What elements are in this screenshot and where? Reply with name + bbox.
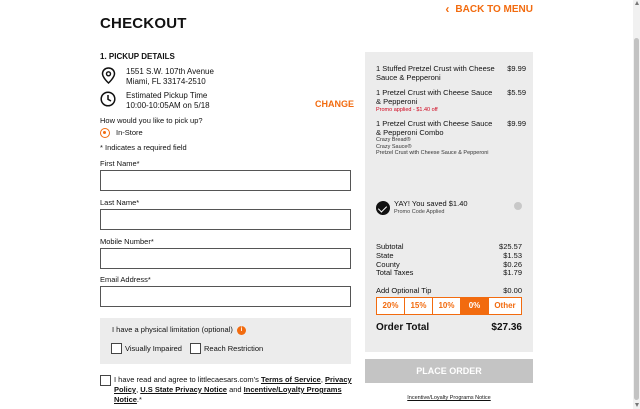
order-total-row [376, 322, 522, 333]
subtotal-row [376, 242, 522, 251]
address-line-2: Miami, FL 33174-2510 [126, 77, 206, 86]
agreement-separator: , [320, 375, 325, 384]
back-to-menu-label: BACK TO MENU [455, 3, 533, 15]
pickup-time-label: Estimated Pickup Time [126, 91, 208, 100]
visually-impaired-label[interactable]: Visually Impaired [125, 344, 182, 353]
incentive-loyalty-link[interactable]: Incentive/Loyalty Programs Notice [407, 395, 491, 401]
reach-restriction-checkbox[interactable] [190, 343, 201, 354]
savings-title: YAY! You saved $1.40 [394, 199, 468, 208]
scrollbar-thumb[interactable] [634, 38, 639, 400]
state-tax-label: State [376, 251, 394, 260]
tip-10-button[interactable]: 10% [432, 297, 461, 315]
state-tax-row [376, 251, 522, 260]
savings-message [394, 200, 468, 216]
tip-20-button[interactable]: 20% [376, 297, 405, 315]
tip-0-button[interactable]: 0% [460, 297, 489, 315]
combo-component: Crazy Bread® [376, 137, 411, 143]
agreement-suffix: .* [136, 395, 142, 404]
order-item [376, 88, 526, 115]
email-field[interactable] [100, 286, 351, 307]
pickup-time-value: 10:00-10:05AM on 5/18 [126, 101, 210, 110]
info-icon[interactable]: i [237, 326, 246, 335]
subtotal-label: Subtotal [376, 242, 404, 251]
page-title: CHECKOUT [100, 15, 187, 32]
first-name-field[interactable] [100, 170, 351, 191]
total-taxes-value: $1.79 [503, 268, 522, 277]
order-item-price: $5.59 [507, 88, 526, 97]
last-name-label: Last Name* [100, 198, 140, 207]
agreement-separator: and [226, 385, 244, 394]
change-pickup-button[interactable]: CHANGE [315, 99, 355, 109]
agree-terms-checkbox[interactable] [100, 375, 111, 386]
mobile-number-label: Mobile Number* [100, 237, 154, 246]
email-label: Email Address* [100, 275, 151, 284]
remove-promo-icon[interactable] [514, 202, 522, 210]
tip-label: Add Optional Tip [376, 286, 432, 295]
back-to-menu-link[interactable] [445, 2, 533, 16]
total-taxes-label: Total Taxes [376, 268, 414, 277]
order-item-price: $9.99 [507, 119, 526, 128]
privacy-policy-link[interactable]: Privacy Policy [114, 375, 352, 394]
promo-applied-note: Promo applied - $1.40 off [376, 107, 438, 113]
state-tax-value: $1.53 [503, 251, 522, 260]
state-privacy-notice-link[interactable]: U.S State Privacy Notice [140, 385, 227, 394]
combo-component: Crazy Sauce® [376, 143, 412, 150]
store-address [126, 67, 214, 87]
terms-of-service-link[interactable]: Terms of Service [260, 375, 321, 384]
check-circle-icon [376, 201, 390, 215]
in-store-radio[interactable] [100, 128, 110, 138]
county-tax-value: $0.26 [503, 260, 522, 269]
subtotal-value: $25.57 [499, 242, 522, 251]
reach-restriction-label[interactable]: Reach Restriction [204, 344, 264, 353]
first-name-label: First Name* [100, 159, 140, 168]
county-tax-label: County [376, 260, 400, 269]
order-total-value: $27.36 [491, 322, 522, 333]
total-taxes-row [376, 268, 522, 277]
required-field-note: * Indicates a required field [100, 143, 187, 152]
order-item [376, 64, 526, 82]
place-order-button[interactable]: PLACE ORDER [365, 359, 533, 383]
pickup-method-question: How would you like to pick up? [100, 116, 203, 125]
order-item-name: 1 Pretzel Crust with Cheese Sauce & Pepperoni Combo [376, 119, 493, 137]
agreement-separator: , [136, 385, 141, 394]
scroll-down-arrow-icon[interactable] [635, 403, 639, 407]
order-item [376, 119, 526, 157]
combo-component: Pretzel Crust with Cheese Sauce & Pepperoni [376, 150, 489, 156]
in-store-label[interactable]: In-Store [116, 128, 143, 137]
address-line-1: 1551 S.W. 107th Avenue [126, 67, 214, 76]
mobile-number-field[interactable] [100, 248, 351, 269]
order-item-price: $9.99 [507, 64, 526, 73]
chevron-left-icon: ‹ [445, 2, 450, 16]
pickup-time [126, 91, 210, 111]
location-pin-icon [101, 67, 116, 84]
pickup-section-title: 1. PICKUP DETAILS [100, 52, 175, 61]
clock-icon [100, 91, 116, 107]
last-name-field[interactable] [100, 209, 351, 230]
scroll-up-arrow-icon[interactable] [635, 1, 639, 5]
agreement-prefix: I have read and agree to littlecaesars.com's [114, 375, 261, 384]
agreement-text [114, 375, 354, 405]
tip-15-button[interactable]: 15% [404, 297, 433, 315]
tip-value: $0.00 [503, 286, 522, 295]
promo-code-applied-note: Promo Code Applied [394, 209, 445, 215]
tip-row [376, 286, 522, 295]
visually-impaired-checkbox[interactable] [111, 343, 122, 354]
physical-limitation-title: I have a physical limitation (optional) [112, 325, 233, 334]
order-item-name: 1 Pretzel Crust with Cheese Sauce & Pepperoni [376, 88, 493, 106]
incentive-loyalty-notice-link[interactable]: Incentive/Loyalty Programs Notice [114, 385, 342, 404]
order-item-name: 1 Stuffed Pretzel Crust with Cheese Sauce & Pepperoni [376, 64, 495, 82]
order-total-label: Order Total [376, 322, 430, 333]
scrollbar[interactable] [633, 0, 640, 409]
tip-other-button[interactable]: Other [488, 297, 522, 315]
